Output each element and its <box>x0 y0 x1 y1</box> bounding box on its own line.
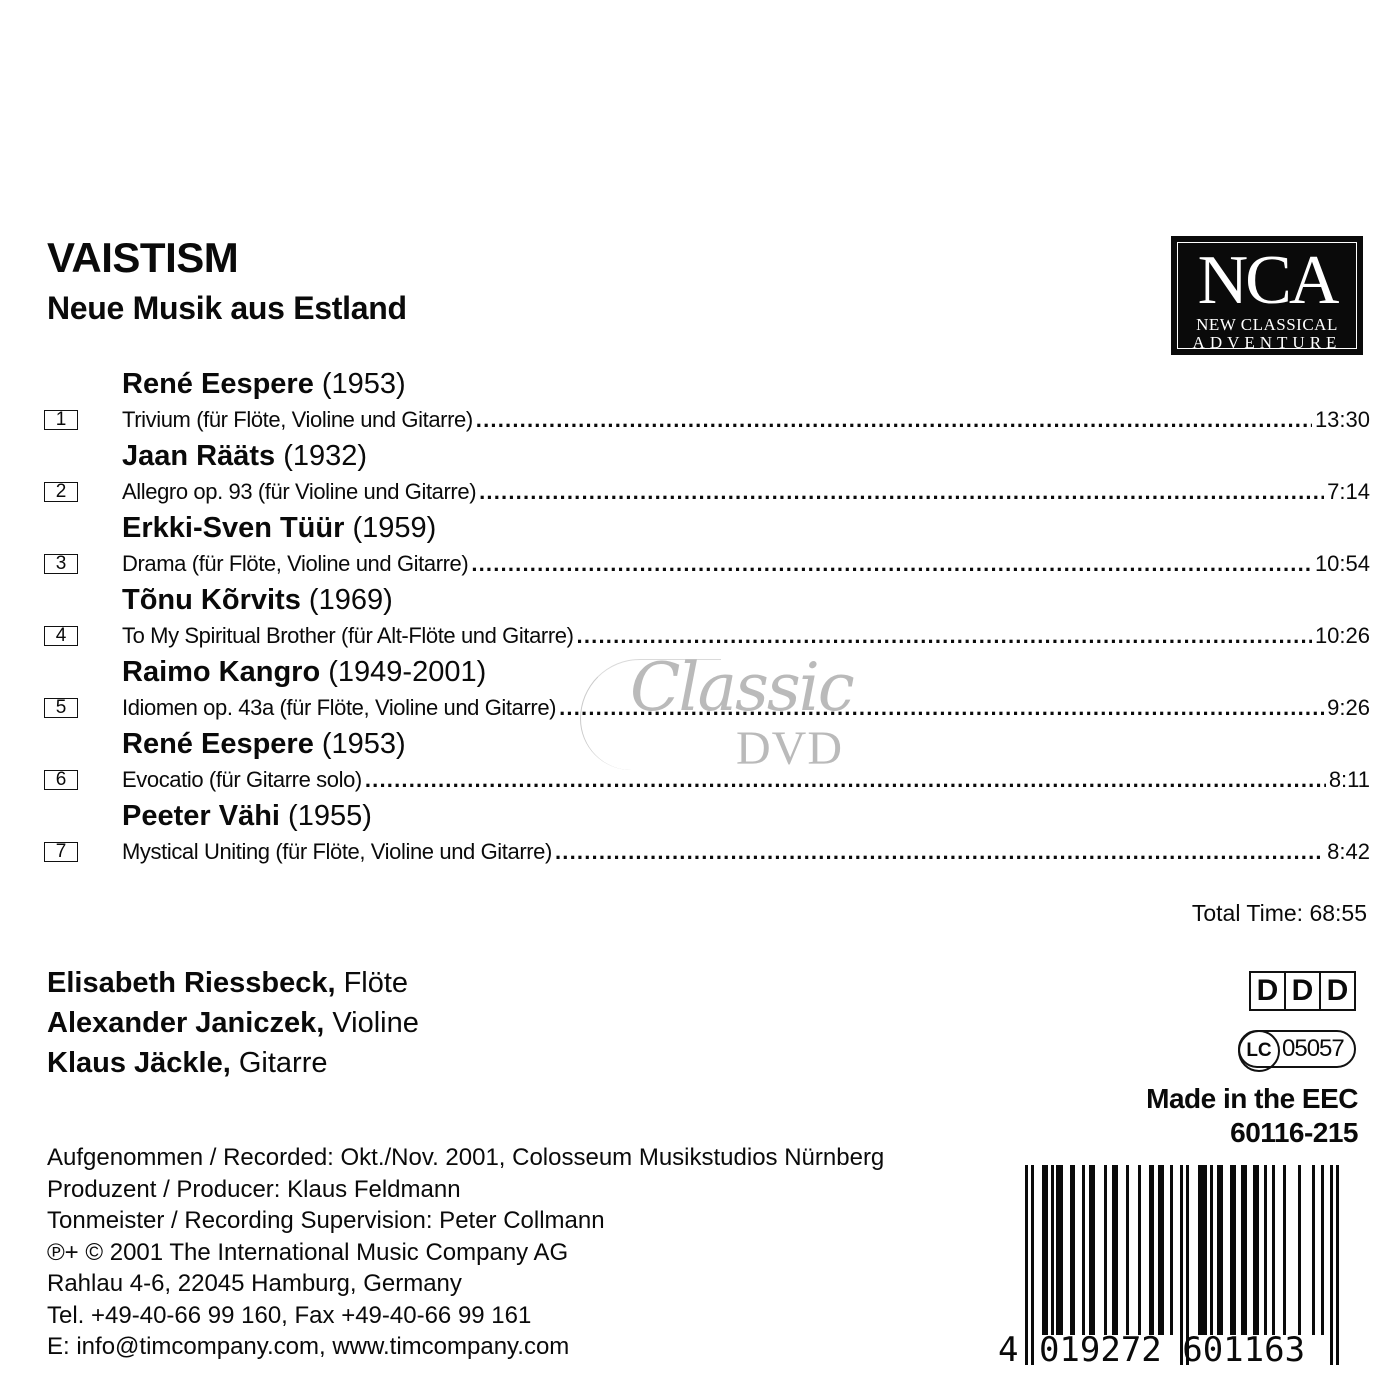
dot-leader <box>577 618 1312 654</box>
composer-heading <box>44 726 1370 762</box>
logo-line-1: NEW CLASSICAL <box>1196 315 1338 334</box>
dot-leader <box>559 690 1324 726</box>
dot-leader <box>476 402 1312 438</box>
performer-instrument: Violine <box>332 1007 419 1039</box>
production-credits <box>47 1142 884 1363</box>
credit-line: Tonmeister / Recording Supervision: Peter Collmann <box>47 1207 605 1234</box>
track-row <box>44 546 1370 582</box>
origin-and-catalog <box>1146 1082 1358 1150</box>
made-in: Made in the EEC <box>1146 1083 1358 1114</box>
composer-years: (1955) <box>288 800 372 832</box>
performers-list <box>47 963 419 1083</box>
track-row <box>44 618 1370 654</box>
watermark-script: Classic <box>630 649 853 726</box>
track-duration: 7:14 <box>1327 479 1370 504</box>
nca-label-logo <box>1171 236 1363 355</box>
composer-heading <box>44 798 1370 834</box>
composer-years: (1932) <box>283 440 368 472</box>
composer-name: Tõnu Kõrvits <box>122 584 301 616</box>
copyright-line: ℗+ © 2001 The International Music Company AG <box>47 1238 569 1266</box>
composer-name: René Eespere <box>122 728 314 760</box>
track-title: Allegro op. 93 (für Violine und Gitarre) <box>122 479 477 504</box>
performer-name: Alexander Janiczek, <box>47 1007 325 1039</box>
composer-name: Jaan Rääts <box>122 440 276 472</box>
composer-heading <box>44 654 1370 690</box>
track-title: Drama (für Flöte, Violine und Gitarre) <box>122 551 469 576</box>
track-row <box>44 762 1370 798</box>
logo-frame <box>1177 242 1357 352</box>
track-duration: 9:26 <box>1327 695 1370 720</box>
track-title: Evocatio (für Gitarre solo) <box>122 767 362 792</box>
tracklist <box>44 366 1370 870</box>
track-title: To My Spiritual Brother (für Alt-Flöte und Gitarre) <box>122 623 574 648</box>
composer-years: (1949-2001) <box>328 656 487 688</box>
spars-letter: D <box>1326 974 1349 1007</box>
composer-name: Raimo Kangro <box>122 656 321 688</box>
performer-instrument: Gitarre <box>238 1047 328 1079</box>
lc-icon: LC <box>1238 1030 1280 1072</box>
track-duration: 10:54 <box>1314 551 1370 576</box>
catalog-number: 60116-215 <box>1230 1117 1358 1148</box>
track-number: 6 <box>44 770 78 790</box>
composer-years: (1969) <box>308 584 393 616</box>
album-title: VAISTISM <box>47 234 239 281</box>
composer-years: (1953) <box>321 728 406 760</box>
performer-instrument: Flöte <box>343 967 409 999</box>
composer-name: Peeter Vähi <box>122 800 280 832</box>
track-duration: 10:26 <box>1314 623 1370 648</box>
spars-letter: D <box>1286 973 1321 1009</box>
track-row <box>44 474 1370 510</box>
performer <box>47 1043 419 1083</box>
credit-line: Produzent / Producer: Klaus Feldmann <box>47 1175 461 1203</box>
watermark-sub: DVD <box>736 722 843 775</box>
phone-line: Tel. +49-40-66 99 160, Fax +49-40-66 99 161 <box>47 1301 532 1329</box>
track-number: 5 <box>44 698 78 718</box>
track-number: 2 <box>44 482 78 502</box>
composer-heading <box>44 438 1370 474</box>
track-duration: 8:42 <box>1327 839 1370 864</box>
barcode-digits: 4 019272 601163 <box>998 1330 1306 1370</box>
dot-leader <box>555 834 1324 870</box>
track-row <box>44 402 1370 438</box>
track-row <box>44 834 1370 870</box>
contact-line: E: info@timcompany.com, www.timcompany.com <box>47 1333 570 1360</box>
track-row <box>44 690 1370 726</box>
track-title: Trivium (für Flöte, Violine und Gitarre) <box>122 407 473 432</box>
spars-letter: D <box>1251 973 1286 1009</box>
dot-leader <box>365 762 1326 798</box>
composer-heading <box>44 366 1370 402</box>
performer <box>47 1003 419 1043</box>
track-title: Idiomen op. 43a (für Flöte, Violine und Gitarre) <box>122 695 557 720</box>
label-code-number: 05057 <box>1282 1035 1344 1062</box>
composer-heading <box>44 582 1370 618</box>
address-line: Rahlau 4-6, 22045 Hamburg, Germany <box>47 1270 462 1297</box>
album-subtitle: Neue Musik aus Estland <box>47 290 407 326</box>
dot-leader <box>479 474 1324 510</box>
track-number: 7 <box>44 842 78 862</box>
performer <box>47 963 419 1003</box>
track-number: 4 <box>44 626 78 646</box>
track-number: 1 <box>44 410 78 430</box>
logo-monogram: NCA <box>1197 242 1337 319</box>
track-title: Mystical Uniting (für Flöte, Violine und Gitarre) <box>122 839 552 864</box>
performer-name: Klaus Jäckle, <box>47 1047 231 1079</box>
composer-name: Erkki-Sven Tüür <box>122 512 345 544</box>
composer-heading <box>44 510 1370 546</box>
dot-leader <box>471 546 1312 582</box>
track-duration: 8:11 <box>1328 767 1370 792</box>
track-duration: 13:30 <box>1314 407 1370 432</box>
total-time: Total Time: 68:55 <box>1191 900 1367 926</box>
track-number: 3 <box>44 554 78 574</box>
composer-years: (1953) <box>321 368 406 400</box>
composer-years: (1959) <box>352 512 437 544</box>
composer-name: René Eespere <box>122 368 314 400</box>
logo-line-2: ADVENTURE <box>1192 333 1342 352</box>
spars-code-badge <box>1249 971 1356 1011</box>
credit-line: Aufgenommen / Recorded: Okt./Nov. 2001, Colosseum Musikstudios Nürnberg <box>47 1144 885 1171</box>
performer-name: Elisabeth Riessbeck, <box>47 967 336 999</box>
label-code-badge <box>1238 1030 1356 1068</box>
